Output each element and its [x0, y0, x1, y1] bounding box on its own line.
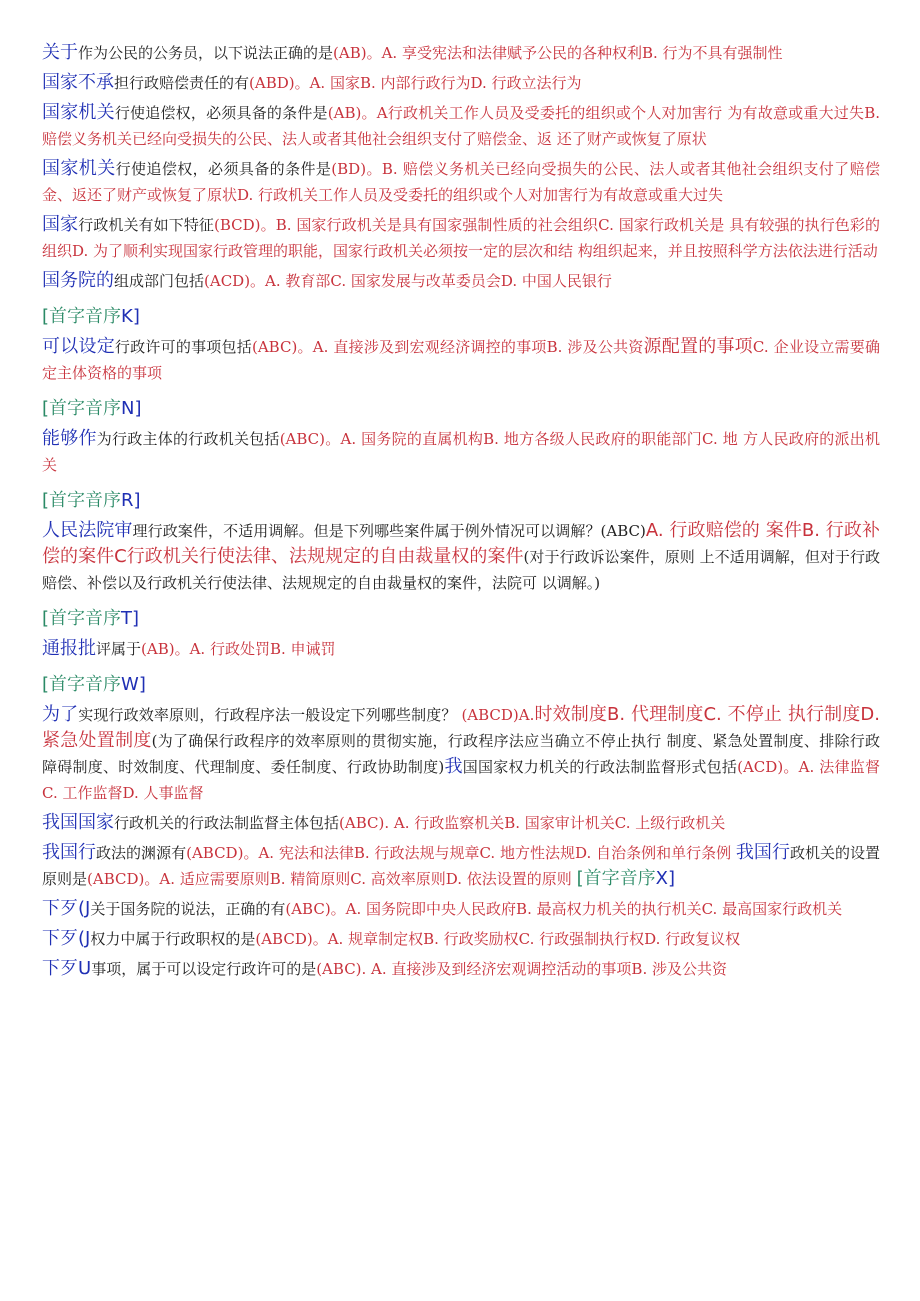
entry-answer: (AB)。A. 行政处罚B. 申诫罚: [141, 640, 336, 658]
entry-question: 事项，属于可以设定行政许可的是: [91, 960, 317, 978]
entry-keyword: 下歹(J: [42, 898, 91, 919]
entry-keyword: 为了: [42, 704, 79, 725]
entry-keyword: 下歹U: [42, 958, 92, 979]
section-header-letter: K]: [121, 306, 140, 327]
qa-entry: [42, 810, 880, 836]
qa-entry: [42, 840, 880, 892]
entry-keyword: 国家机关: [42, 158, 116, 179]
entry-question: 行政机关有如下特征: [78, 216, 214, 234]
section-header-prefix: [首字音序: [42, 674, 122, 695]
entry-question: 行使追偿权，必须具备的条件是: [115, 160, 332, 178]
entry-answer-emphasis: 时效制度B. 代理制度C. 不停止 执行制度D. 紧急处置制度: [42, 704, 880, 751]
section-header-prefix: [首字音序: [42, 398, 122, 419]
section-header-x: [577, 870, 675, 888]
section-header-letter: R]: [121, 490, 141, 511]
qa-entry: [42, 212, 880, 264]
section-header-prefix: [首字音序: [42, 306, 122, 327]
entry-question: 组成部门包括: [114, 272, 205, 290]
entry-question: 评属于: [96, 640, 142, 658]
entry-keyword: 国家: [42, 214, 79, 235]
qa-entry: [42, 636, 880, 662]
qa-entry: [42, 926, 880, 952]
qa-entry: [42, 100, 880, 152]
section-header-w: [42, 672, 880, 698]
document-page: [42, 40, 880, 986]
entry-question: 关于国务院的说法，正确的有: [90, 900, 286, 918]
entry-note: (对于行政诉讼案件，原则 上不适用调解，但对于行政赔偿、补偿以及行政机关行使法律、法规规定的自由裁量权的案件，法院可 以调解。): [42, 548, 880, 592]
entry-keyword: 国务院的: [42, 270, 114, 291]
entry-keyword: 国家不承: [42, 72, 114, 93]
section-header-r: [42, 488, 880, 514]
qa-entry: [42, 156, 880, 208]
entry-keyword: 关于: [42, 42, 78, 63]
entry-answer-continued: C. 企业设立需要确定主体资格的事项: [42, 338, 881, 382]
entry-keyword: 可以设定: [42, 336, 115, 357]
entry-question: 实现行政效率原则，行政程序法一般设定下列哪些制度？: [78, 706, 457, 724]
section-header-letter: W]: [121, 674, 146, 695]
section-header-prefix: [首字音序: [42, 608, 122, 629]
section-header-t: [42, 606, 880, 632]
qa-entry: [42, 956, 880, 982]
entry-answer: (ABC). A. 行政监察机关B. 国家审计机关C. 上级行政机关: [339, 814, 726, 832]
entry-keyword: 下歹(J: [42, 928, 91, 949]
qa-entry: [42, 40, 880, 66]
qa-entry: [42, 268, 880, 294]
qa-entry: [42, 426, 880, 478]
entry-answer-second: (ACD)。A. 法律监督C. 工作监督D. 人事监督: [42, 758, 881, 802]
entry-question-second: 政机关的设置原则是: [42, 844, 880, 888]
entry-answer: (ACD)。A. 教育部C. 国家发展与改革委员会D. 中国人民银行: [204, 272, 612, 290]
section-header-k: [42, 304, 880, 330]
entry-question: 作为公民的公务员，以下说法正确的是: [78, 44, 334, 62]
section-header-letter: X]: [655, 868, 675, 889]
entry-answer: (BD)。B. 赔偿义务机关已经向受损失的公民、法人或者其他社会组织支付了赔偿金、返还了财产或恢复了原状D. 行政机关工作人员及受委托的组织或个人对加害行为有故意或重大过失: [42, 160, 880, 204]
entry-question-second: 国国家权力机关的行政法制监督形式包括: [462, 758, 738, 776]
entry-note: (为了确保行政程序的效率原则的贯彻实施，行政程序法应当确立不停止执行 制度、紧急处置制度、排除行政障碍制度、时效制度、代理制度、委任制度、行政协助制度): [42, 732, 880, 776]
entry-question: 担行政赔偿责任的有: [114, 74, 250, 92]
entry-answer: (ABD)。A. 国家B. 内部行政行为D. 行政立法行为: [249, 74, 582, 92]
qa-entry: [42, 702, 880, 806]
entry-answer: (ABC)。A. 直接涉及到宏观经济调控的事项B. 涉及公共资: [252, 338, 644, 356]
entry-answer: (ABC)。A. 国务院的直属机构B. 地方各级人民政府的职能部门C. 地 方人民政府的派出机关: [42, 430, 880, 474]
entry-keyword: 通报批: [42, 638, 96, 659]
entry-answer-second: (ABCD)。A. 适应需要原则B. 精简原则C. 高效率原则D. 依法设置的原则: [87, 870, 572, 888]
section-header-prefix: [首字音序: [42, 490, 122, 511]
entry-keyword-second: 我: [444, 756, 463, 777]
entry-question: 行政许可的事项包括: [114, 338, 252, 356]
entry-keyword: 国家机关: [42, 102, 115, 123]
entry-question: 政法的渊源有: [96, 844, 187, 862]
entry-keyword: 人民法院审: [42, 520, 133, 541]
entry-keyword: 我国行: [42, 842, 97, 863]
entry-keyword: 我国国家: [42, 812, 114, 833]
entry-answer: (ABCD)。A. 宪法和法律B. 行政法规与规章C. 地方性法规D. 自治条例和单行条例: [186, 844, 732, 862]
entry-answer-emphasis: 源配置的事项: [643, 336, 753, 357]
entry-question: 行政机关的行政法制监督主体包括: [114, 814, 340, 832]
entry-answer-emphasis: A. 行政赔偿的 案件B. 行政补偿的案件C行政机关行使法律、法规规定的自由裁量权的案件: [42, 520, 881, 567]
qa-entry: [42, 518, 880, 596]
entry-question: 为行政主体的行政机关包括: [96, 430, 280, 448]
qa-entry: [42, 334, 880, 386]
entry-answer: (AB)。A行政机关工作人员及受委托的组织或个人对加害行 为有故意或重大过失B. 赔偿义务机关已经向受损失的公民、法人或者其他社会组织支付了赔偿金、返 还了财产或恢复了原状: [42, 104, 880, 148]
qa-entry: [42, 70, 880, 96]
entry-answer: (ABC). A. 直接涉及到经济宏观调控活动的事项B. 涉及公共资: [316, 960, 727, 978]
qa-entry: [42, 896, 880, 922]
section-header-n: [42, 396, 880, 422]
entry-question: 权力中属于行政职权的是: [90, 930, 256, 948]
entry-answer: (BCD)。B. 国家行政机关是具有国家强制性质的社会组织C. 国家行政机关是 具有较强的执行色彩的组织D. 为了顺利实现国家行政管理的职能，国家行政机关必须按一定的层次和结 构组织起来，并且按照科学方法依法进行活动: [42, 216, 880, 260]
entry-answer: (AB)。A. 享受宪法和法律赋予公民的各种权利B. 行为不具有强制性: [333, 44, 783, 62]
entry-question: 理行政案件，不适用调解。但是下列哪些案件属于例外情况可以调解？(ABC): [132, 522, 646, 540]
entry-answer: (ABCD)A.: [456, 706, 535, 724]
section-header-letter: N]: [121, 398, 142, 419]
entry-answer: (ABC)。A. 国务院即中央人民政府B. 最高权力机关的执行机关C. 最高国家行政机关: [285, 900, 843, 918]
section-header-letter: T]: [121, 608, 140, 629]
entry-keyword-second: 我国行: [735, 842, 790, 863]
entry-keyword: 能够作: [42, 428, 97, 449]
entry-question: 行使追偿权，必须具备的条件是: [114, 104, 328, 122]
entry-answer: (ABCD)。A. 规章制定权B. 行政奖励权C. 行政强制执行权D. 行政复议权: [255, 930, 741, 948]
section-header-prefix: [首字音序: [576, 868, 656, 889]
